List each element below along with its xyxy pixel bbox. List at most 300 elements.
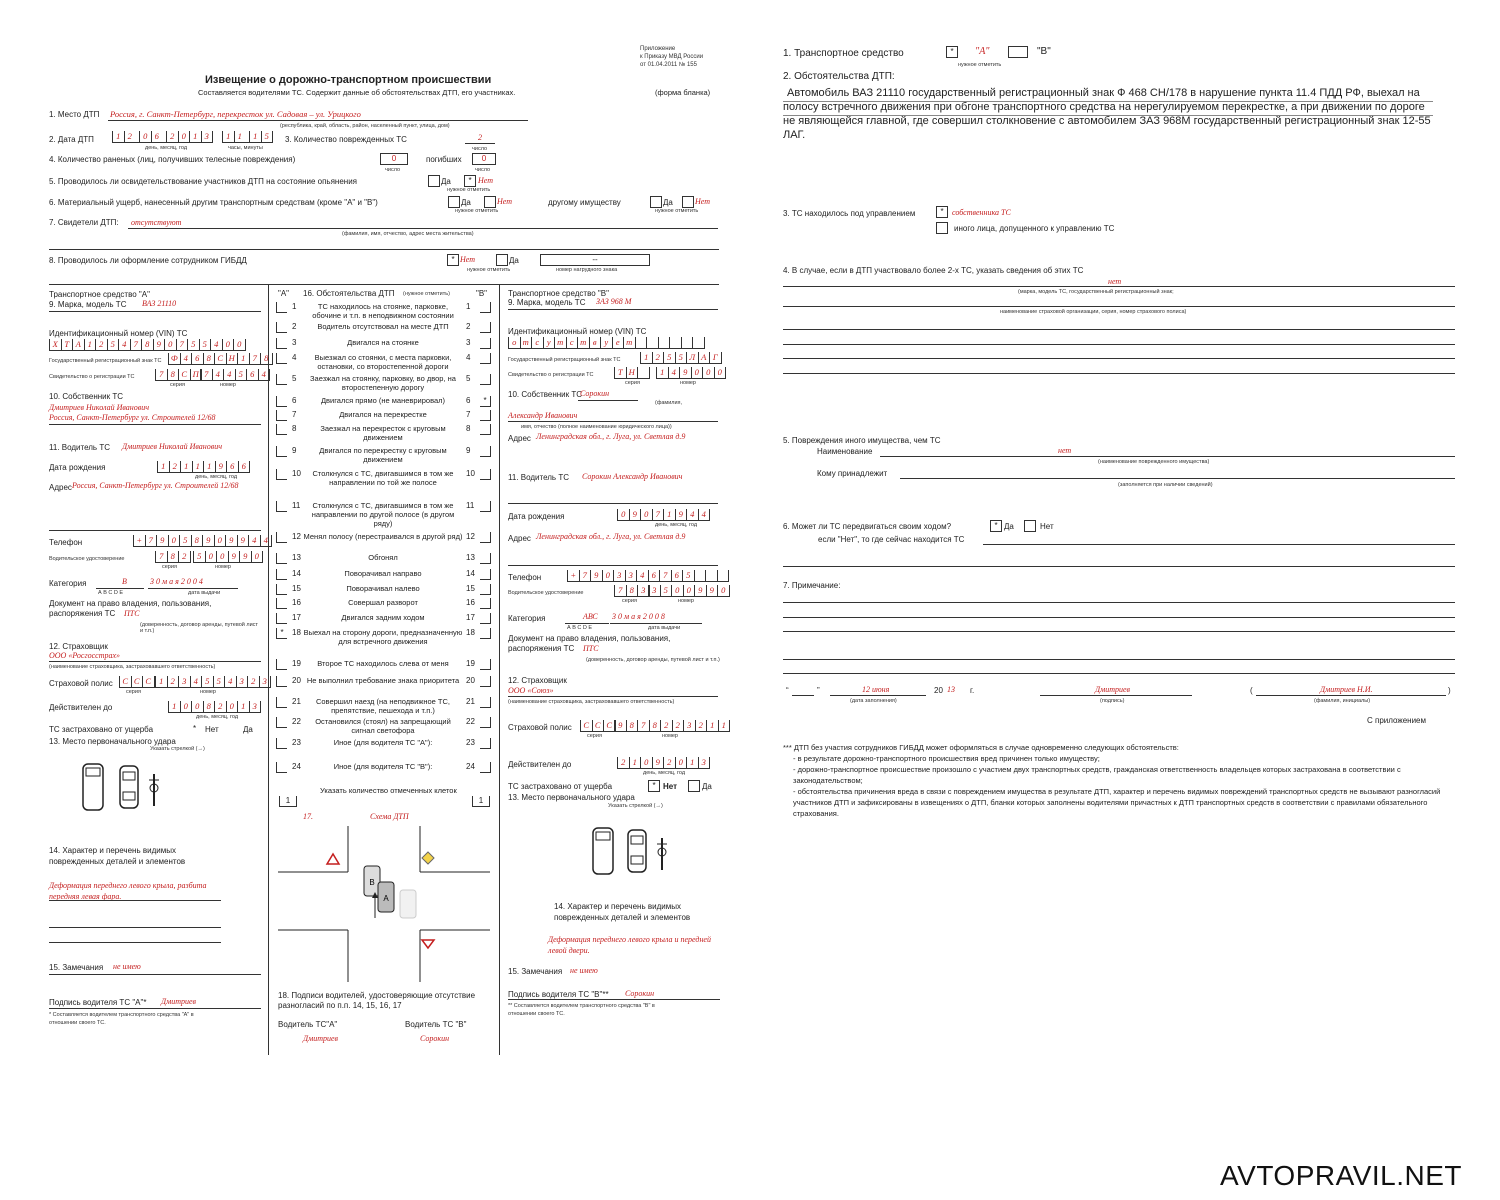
badge-value[interactable]: -- [540,254,650,266]
vehicle-b-remarks-value[interactable]: не имею [570,966,598,975]
vehicle-a-dob-label: Дата рождения [49,463,106,472]
p2-vehicle-label: 1. Транспортное средство [783,48,904,59]
circ-check-a[interactable]: * [276,628,287,639]
vehicle-b-license-number[interactable]: 3 5 0 0 9 9 0 [648,585,730,597]
vehicle-a-dob-cells[interactable]: 1 2 1 1 1 9 6 6 [157,461,250,473]
vehicle-b-cert-label: Свидетельство о регистрации ТС [508,372,594,378]
number-hint: номер [220,382,236,388]
vehicle-b-phone-cells[interactable]: + 7 9 0 3 3 4 6 7 6 5 [567,570,729,582]
vehicle-a-issue-date[interactable]: 3 0 м а я 2 0 0 4 [150,577,203,586]
circ-number-b: 21 [466,697,475,706]
car-icon[interactable] [628,830,646,872]
circ-check-a[interactable] [276,501,287,512]
circ-item-text: Двигался задним ходом [341,613,425,622]
vehicle-b-insurer-label: 12. Страховщик [508,676,567,685]
vehicle-icons[interactable] [80,762,170,814]
place-value[interactable]: Россия, г. Санкт-Петербург, перекресток ул. Садовая – ул. Урицкого [110,109,361,119]
circ-check-a[interactable] [276,738,287,749]
motorcycle-icon[interactable] [657,838,667,870]
number-hint: номер [678,598,694,604]
killed-value[interactable]: 0 [472,153,496,165]
vehicle-b-policy-series[interactable]: С С С [580,720,616,732]
vehicle-a-ownership-label: Документ на право владения, пользования, распоряжения ТС [49,599,212,618]
p2-more-value[interactable]: нет [1108,277,1122,286]
series-hint: серия [622,598,637,604]
damage-no-box[interactable] [484,196,496,208]
date-hint: день, месяц, год [655,522,698,528]
p2-more-hint2: наименование страховой организации, серия, номер страхового полиса) [1000,309,1187,315]
vehicle-b-cert-number[interactable]: 1 4 9 0 0 0 [656,367,726,379]
vehicle-a-owner-name[interactable]: Дмитриев Николай Иванович [49,403,150,412]
circ-check-b[interactable] [480,446,491,457]
p2-property-name-label: Наименование [817,447,873,456]
p2-sign-hint: (подпись) [1100,698,1125,704]
circ-check-b[interactable] [480,659,491,670]
date-label: 2. Дата ДТП [49,135,94,144]
circ-check-b[interactable] [480,598,491,609]
vehicle-a-insured-no[interactable]: Нет [205,725,219,734]
time-cells[interactable]: 1 1 1 5 [222,131,273,143]
number-hint: число [475,167,491,173]
damage-yes-label: Да [461,198,471,207]
truck-icon[interactable] [593,828,613,874]
circ-number-b: 15 [466,584,475,593]
vehicle-a-cert-number[interactable]: 7 4 4 5 6 4 [200,369,270,381]
circ-number-b: 18 [466,628,475,637]
circ-check-a[interactable] [276,410,287,421]
p2-owner-label: Кому принадлежит [817,469,888,478]
owner-hint: (фамилия, [655,400,683,406]
form-title: Извещение о дорожно-транспортном происшествии [205,74,492,86]
scheme-label: Схема ДТП [370,812,409,821]
circ-check-b[interactable] [480,717,491,728]
police-label: 8. Проводилось ли оформление сотрудником ГИБДД [49,256,247,265]
police-no-box[interactable]: * [447,254,459,266]
vehicle-b-issue-date[interactable]: 3 0 м а я 2 0 0 8 [612,612,665,621]
circ-number-b: 13 [466,553,475,562]
circ-check-b[interactable] [480,762,491,773]
damaged-label: 3. Количество поврежденных ТС [285,135,407,144]
circ-heading-hint: (нужное отметить) [403,291,450,297]
circ-check-b[interactable] [480,569,491,580]
p2-property-label: 5. Повреждения иного имущества, чем ТС [783,436,941,445]
circ-check-b[interactable] [480,302,491,313]
vehicle-a-cert-series[interactable]: 7 8 С П [155,369,202,381]
p2-attach: С приложением [1367,716,1427,725]
damage-no-label: Нет [497,197,512,206]
circ-item-text: ТС находилось на стоянке, парковке, обочине и т.п. в неподвижном состоянии [312,302,454,320]
vehicle-a-insurer-label: 12. Страховщик [49,642,108,651]
number-hint: число [385,167,401,173]
circ-check-a[interactable] [276,353,287,364]
p2-year-value[interactable]: 13 [947,685,955,694]
circ-check-a[interactable] [276,697,287,708]
circ-number-a: 2 [292,322,297,331]
circ-number-a: 13 [292,553,301,562]
vehicle-a-valid-cells[interactable]: 1 0 0 8 2 0 1 3 [168,701,261,713]
circ-number-b: 20 [466,676,475,685]
vehicle-a-license-series[interactable]: 7 8 2 [155,551,191,563]
vehicle-b-ownership-value[interactable]: ПТС [583,644,599,653]
mark-hint: нужное отметить [655,208,699,214]
circ-item-text: Двигался на перекрестке [339,410,427,419]
circ-check-b[interactable] [480,553,491,564]
circ-number-a: 5 [292,374,297,383]
circ-item-text: Совершал разворот [348,598,418,607]
p2-opt-b[interactable]: "В" [1037,46,1051,57]
p2-legal-3: - обстоятельства причинения вреда в связи с повреждением имущества в результате ДТП, характер и перечень видимых повреждений транспортных средств не вызывают разногласий участников ДТП и зафиксированы в извещениях о ДТП, бланки которых заполнены водителями причастных к ДТП транспортных средств в соответствии с правилами обязательного страхования. [793,787,1441,818]
count-b[interactable]: 1 [472,796,490,807]
mark-hint: нужное отметить [455,208,499,214]
circ-check-a[interactable] [276,446,287,457]
svg-text:B: B [369,878,375,887]
circ-number-a: 18 [292,628,301,637]
circ-check-a[interactable] [276,532,287,543]
circ-check-a[interactable] [276,553,287,564]
vehicle-a-policy-series[interactable]: С С С [119,676,155,688]
vehicle-a-category-value[interactable]: В [122,577,127,586]
p2-year-prefix: 20 [934,686,943,695]
vehicle-a-damage-value[interactable]: Деформация переднего левого крыла, разбита передняя левая фара. [49,881,207,901]
circ-check-a[interactable] [276,717,287,728]
circ-number-b: 16 [466,598,475,607]
vehicle-b-insurer-value[interactable]: ООО «Союз» [508,686,554,695]
ownership-hint: (доверенность, договор аренды, путевой лист и т.п.) [140,622,258,634]
vehicle-b-address-label: Адрес [508,534,531,543]
injured-value[interactable]: 0 [380,153,408,165]
vehicle-a-address-label: Адрес [49,483,72,492]
alcohol-no-label: Нет [478,176,493,185]
p2-owner-hint: (заполняется при наличии сведений) [1118,482,1213,488]
circ-item-text: Выезжал со стоянки, с места парковки, остановки, со второстепенной дороги [314,353,452,371]
circ-check-b[interactable] [480,338,491,349]
circ-check-b[interactable] [480,613,491,624]
p2-move-no-box[interactable] [1024,520,1036,532]
number-hint: номер [680,380,696,386]
p2-opt-b-box[interactable] [1008,46,1028,58]
circ-number-a: 20 [292,676,301,685]
circ-number-a: 23 [292,738,301,747]
property-yes-box[interactable] [650,196,662,208]
circ-number-b: 6 [466,396,471,405]
vehicle-b-policy-label: Страховой полис [508,723,572,732]
circ-check-a[interactable] [276,396,287,407]
p2-date-quote-open: “ [786,686,789,695]
vehicle-a-remarks-label: 15. Замечания [49,963,104,972]
p2-circ-text[interactable]: Автомобиль ВАЗ 21110 государственный регистрационный знак Ф 468 СН/178 в нарушение пункта 11.4 ПДД РФ, выехал на полосу встречного движения при обгоне транспортного средства на нерегулируемом перекрестке, а при движении по дороге не являющейся главной, где совершил столкновение с автомобилем ЗАЗ 968М государственный регистрационный знак 12-55 ЛАГ. [783,87,1431,141]
circ-number-b: 2 [466,322,471,331]
insurer-hint: (наименование страховщика, застраховавшего ответственность) [508,699,675,705]
form-subtitle: Составляется водителями ТС. Содержит данные об обстоятельствах ДТП, его участниках. [198,88,516,97]
circ-number-b: 17 [466,613,475,622]
circ-number-a: 3 [292,338,297,347]
faded-car-icon [400,890,416,918]
vehicle-b-cert-series[interactable]: Т Н [614,367,650,379]
circ-check-a[interactable] [276,424,287,435]
vehicle-a-cert-label: Свидетельство о регистрации ТС [49,374,135,380]
alcohol-label: 5. Проводилось ли освидетельствование участников ДТП на состояние опьянения [49,177,357,186]
p2-legal-2: - дорожно-транспортное происшествие произошло с участием двух транспортных средств, гражданская ответственность владельцев которых застрахована в соответствии с законодательством; [793,765,1401,785]
vehicle-a-policy-number[interactable]: 1 2 3 4 5 5 4 3 2 3 [155,676,271,688]
p2-move-where: если "Нет", то где сейчас находится ТС [818,535,965,544]
truck-icon[interactable] [83,764,103,810]
circ-number-a: 6 [292,396,297,405]
circ-item-text: Двигался на стоянке [347,338,419,347]
circ-item-text: Столкнулся с ТС, двигавшимся в том же направлении по другой полосе (в другом ряду) [311,501,455,528]
count-a[interactable]: 1 [279,796,297,807]
circ-check-a[interactable] [276,302,287,313]
property-no-box[interactable] [682,196,694,208]
motorcycle-icon[interactable] [149,774,159,806]
circ-number-a: 11 [292,501,301,510]
vehicle-b-model-label: 9. Марка, модель ТС [508,298,586,307]
p2-property-value[interactable]: нет [1058,446,1072,455]
date-cells[interactable]: 1 2 0 6 2 0 1 3 [112,131,213,143]
damaged-value[interactable]: 2 [478,133,482,142]
form-note: (форма бланка) [655,88,711,97]
p2-date-value[interactable]: 12 июня [862,685,890,694]
driver-a-sign-label: Водитель ТС"А" [278,1020,338,1029]
vehicle-b-valid-cells[interactable]: 2 1 0 9 2 0 1 3 [617,757,710,769]
p2-move-yes-box[interactable]: * [990,520,1002,532]
p2-date-hint: (дата заполнения) [850,698,897,704]
vehicle-a-ownership-value[interactable]: ПТС [124,609,140,618]
appendix-line: к Приказу МВД России [640,54,704,60]
vehicle-b-owner-address-label: Адрес [508,434,531,443]
series-hint: серия [587,733,602,739]
circ-check-a[interactable] [276,613,287,624]
vehicle-a-owner-address[interactable]: Россия, Санкт-Петербург ул. Строителей 12/68 [49,413,216,422]
series-hint: серия [625,380,640,386]
series-hint: серия [162,564,177,570]
car-b-icon [378,882,394,912]
vehicle-b-driver-name[interactable]: Сорокин Александр Иванович [582,472,683,481]
p2-opt-a-box[interactable]: * [946,46,958,58]
vehicle-b-sign-value[interactable]: Сорокин [625,989,655,998]
police-no-label: Нет [460,255,475,264]
circ-item-text: Выехал на сторону дороги, предназначенную для встречного движения [303,628,463,646]
circ-check-b[interactable] [480,374,491,385]
circ-item-text: Второе ТС находилось слева от меня [317,659,449,668]
vehicle-b-license-series[interactable]: 7 8 3 [614,585,650,597]
p2-control-opt2: иного лица, допущенного к управлению ТС [954,224,1115,233]
mark-hint: нужное отметить [447,187,491,193]
vehicle-b-dob-label: Дата рождения [508,512,565,521]
circ-number-b: 24 [466,762,475,771]
circ-number-a: 8 [292,424,297,433]
vehicle-a-reg-cells[interactable]: Ф 4 6 8 С Н 1 7 8 [168,353,273,365]
driver-b-sign[interactable]: Сорокин [420,1034,450,1043]
p2-property-hint: (наименование поврежденного имущества) [1098,459,1210,465]
p2-opt-a[interactable]: "А" [975,46,990,57]
circ-number-a: 17 [292,613,301,622]
category-letters: А В С D Е [98,590,124,596]
circ-check-a[interactable] [276,322,287,333]
circ-number-a: 19 [292,659,301,668]
circ-number-a: 22 [292,717,301,726]
police-yes-box[interactable] [496,254,508,266]
vehicle-b-damage-label: 14. Характер и перечень видимых поврежденных деталей и элементов [554,902,691,922]
vehicle-b-category-label: Категория [508,614,546,623]
number-hint: число [472,146,488,152]
circ-check-b[interactable] [480,697,491,708]
circ-item-text: Остановился (стоял) на запрещающий сигнал светофора [315,717,451,735]
circ-check-a[interactable] [276,469,287,480]
vehicle-a-phone-cells[interactable]: + 7 9 0 5 8 9 0 9 9 4 4 [133,535,272,547]
vehicle-b-insured-no-box[interactable]: * [648,780,660,792]
p2-date-quote-close: ” [817,686,820,695]
vehicle-b-footnote: ** Составляется водителем транспортного средства "В" в отношении своего ТС. [508,1003,655,1017]
circ-check-b[interactable] [480,584,491,595]
insurer-hint: (наименование страховщика, застраховавшего ответственность) [49,664,216,670]
appendix-line: Приложение [640,46,676,52]
circ-check-a[interactable] [276,762,287,773]
car-icon[interactable] [120,766,138,808]
p2-year-suffix: г. [970,686,975,695]
circ-number-b: 23 [466,738,475,747]
vehicle-a-policy-label: Страховой полис [49,679,113,688]
vehicle-b-owner-address[interactable]: Ленинградская обл., г. Луга, ул. Светлая д.9 [536,432,686,441]
vehicle-b-valid-label: Действителен до [508,760,572,769]
vehicle-a-model-value[interactable]: ВАЗ 21110 [142,299,177,308]
circ-check-b[interactable] [480,628,491,639]
circ-number-b: 22 [466,717,475,726]
p2-control-opt1-box[interactable]: * [936,206,948,218]
vehicle-a-license-label: Водительское удостоверение [49,556,125,562]
circ-item-text: Совершил наезд (на неподвижное ТС, препятствие, пешехода и т.п.) [315,697,451,715]
circ-check-a[interactable] [276,659,287,670]
circ-check-b[interactable] [480,676,491,687]
circ-check-a[interactable] [276,584,287,595]
p2-move-no: Нет [1040,522,1054,531]
circ-check-a[interactable] [276,338,287,349]
vehicle-a-insured-asterisk: * [193,724,197,733]
driver-b-sign-label: Водитель ТС "В" [405,1020,467,1029]
circ-check-a[interactable] [276,374,287,385]
alcohol-no-box[interactable]: * [464,175,476,187]
vehicle-b-dob-cells[interactable]: 0 9 0 7 1 9 4 4 [617,509,710,521]
circ-check-b[interactable] [480,424,491,435]
vehicle-b-policy-number[interactable]: 9 8 7 8 2 2 3 2 1 1 [614,720,730,732]
arrow-hint: Указать стрелкой (→) [150,746,205,752]
issue-hint: дата выдачи [648,625,681,631]
vehicle-b-owner-name2[interactable]: Александр Иванович [508,411,578,420]
p2-control-label: 3. ТС находилось под управлением [783,209,916,218]
witnesses-value[interactable]: отсутствуют [131,218,182,227]
place-label: 1. Место ДТП [49,110,100,119]
p2-name-value[interactable]: Дмитриев Н.И. [1320,685,1373,694]
arrow-hint: Указать стрелкой (→) [608,803,663,809]
vehicle-a-vin-cells[interactable]: Х Т А 1 2 5 4 7 8 9 0 7 5 5 4 0 0 [49,339,246,351]
circ-item-text: Двигался по перекрестку с круговым движением [319,446,447,464]
circ-check-b[interactable] [480,410,491,421]
circ-check-b[interactable] [480,532,491,543]
time-hint: часы, минуты [228,145,263,151]
vehicle-b-address-value[interactable]: Ленинградская обл., г. Луга, ул. Светлая д.9 [536,532,686,541]
circ-number-b: 5 [466,374,471,383]
p2-name-hint: (фамилия, инициалы) [1314,698,1371,704]
vehicle-a-insurer-value[interactable]: ООО «Росгосстрах» [49,651,121,660]
vehicle-a-driver-label: 11. Водитель ТС [49,443,110,452]
circ-check-b[interactable] [480,469,491,480]
date-hint: день, месяц, год [196,714,239,720]
driver-a-sign[interactable]: Дмитриев [303,1034,338,1043]
alcohol-yes-box[interactable] [428,175,440,187]
vehicle-icons[interactable] [590,826,680,878]
vehicle-b-model-value[interactable]: ЗАЗ 968 М [596,297,632,306]
vehicle-b-insured-yes-box[interactable] [688,780,700,792]
vehicle-a-model-label: 9. Марка, модель ТС [49,300,127,309]
witnesses-label: 7. Свидетели ДТП: [49,218,119,227]
vehicle-a-license-number[interactable]: 5 0 0 9 9 0 [193,551,263,563]
property-no-label: Нет [695,197,710,206]
svg-text:A: A [383,894,389,903]
circ-check-a[interactable] [276,676,287,687]
p2-sign-value[interactable]: Дмитриев [1095,685,1130,694]
circ-check-b[interactable] [480,322,491,333]
circ-number-b: 3 [466,338,471,347]
damage-yes-box[interactable] [448,196,460,208]
circ-check-b[interactable] [480,501,491,512]
mark-hint: нужное отметить [958,62,1002,68]
p2-control-opt2-box[interactable] [936,222,948,234]
circ-number-b: 12 [466,532,475,541]
circ-number-b: 1 [466,302,471,311]
circ-number-a: 9 [292,446,297,455]
vehicle-b-impact-label: 13. Место первоначального удара [508,793,635,802]
accident-scheme[interactable] [278,826,490,982]
vehicle-a-heading: Транспортное средство "А" [49,290,150,299]
circ-check-a[interactable] [276,598,287,609]
vehicle-a-driver-name[interactable]: Дмитриев Николай Иванович [122,442,223,451]
circ-number-b: 10 [466,469,475,478]
circ-check-a[interactable] [276,569,287,580]
vehicle-a-damage-label: 14. Характер и перечень видимых поврежденных деталей и элементов [49,846,186,866]
vehicle-b-vin-cells[interactable]: о т с у т с т в у е т [508,337,705,349]
date-hint: день, месяц, год [145,145,188,151]
circ-item-text: Столкнулся с ТС, двигавшимся в том же направлении по той же полосе [312,469,454,487]
circ-item-text: Иное (для водителя ТС "В"): [333,762,433,771]
alcohol-yes-label: Да [441,177,451,186]
paren-open: ( [1250,686,1253,695]
circ-check-b[interactable] [480,353,491,364]
place-hint: (республика, край, область, район, населенный пункт, улица, дом) [280,123,450,129]
vehicle-a-remarks-value[interactable]: не имею [113,962,141,971]
circ-number-b: 14 [466,569,475,578]
vehicle-a-sign-value[interactable]: Дмитриев [161,997,196,1006]
category-letters: А В С D Е [567,625,593,631]
vehicle-b-reg-cells[interactable]: 1 2 5 5 Л А Г [640,352,722,364]
circ-number-a: 12 [292,532,301,541]
circ-item-text: Поворачивал направо [344,569,422,578]
vehicle-b-category-value[interactable]: АВС [583,612,598,621]
badge-hint: номер нагрудного знака [556,267,618,273]
vehicle-b-owner-name[interactable]: Сорокин [580,389,610,398]
circ-check-b[interactable] [480,738,491,749]
number-hint: номер [215,564,231,570]
circ-heading: 16. Обстоятельства ДТП [303,289,395,298]
vehicle-b-driver-label: 11. Водитель ТС [508,473,569,482]
circ-item-text: Иное (для водителя ТС "А"): [333,738,433,747]
vehicle-a-address-value[interactable]: Россия, Санкт-Петербург ул. Строителей 12/68 [72,481,239,490]
vehicle-b-ownership-label: Документ на право владения, пользования, распоряжения ТС [508,634,671,653]
vehicle-b-sign-label: Подпись водителя ТС "В"** [508,990,609,999]
circ-number-b: 8 [466,424,471,433]
circ-check-b[interactable]: * [480,396,491,407]
vehicle-a-phone-label: Телефон [49,538,83,547]
vehicle-a-insured-yes[interactable]: Да [243,725,253,734]
vehicle-b-damage-value[interactable]: Деформация переднего левого крыла и передней левой двери. [548,935,711,955]
